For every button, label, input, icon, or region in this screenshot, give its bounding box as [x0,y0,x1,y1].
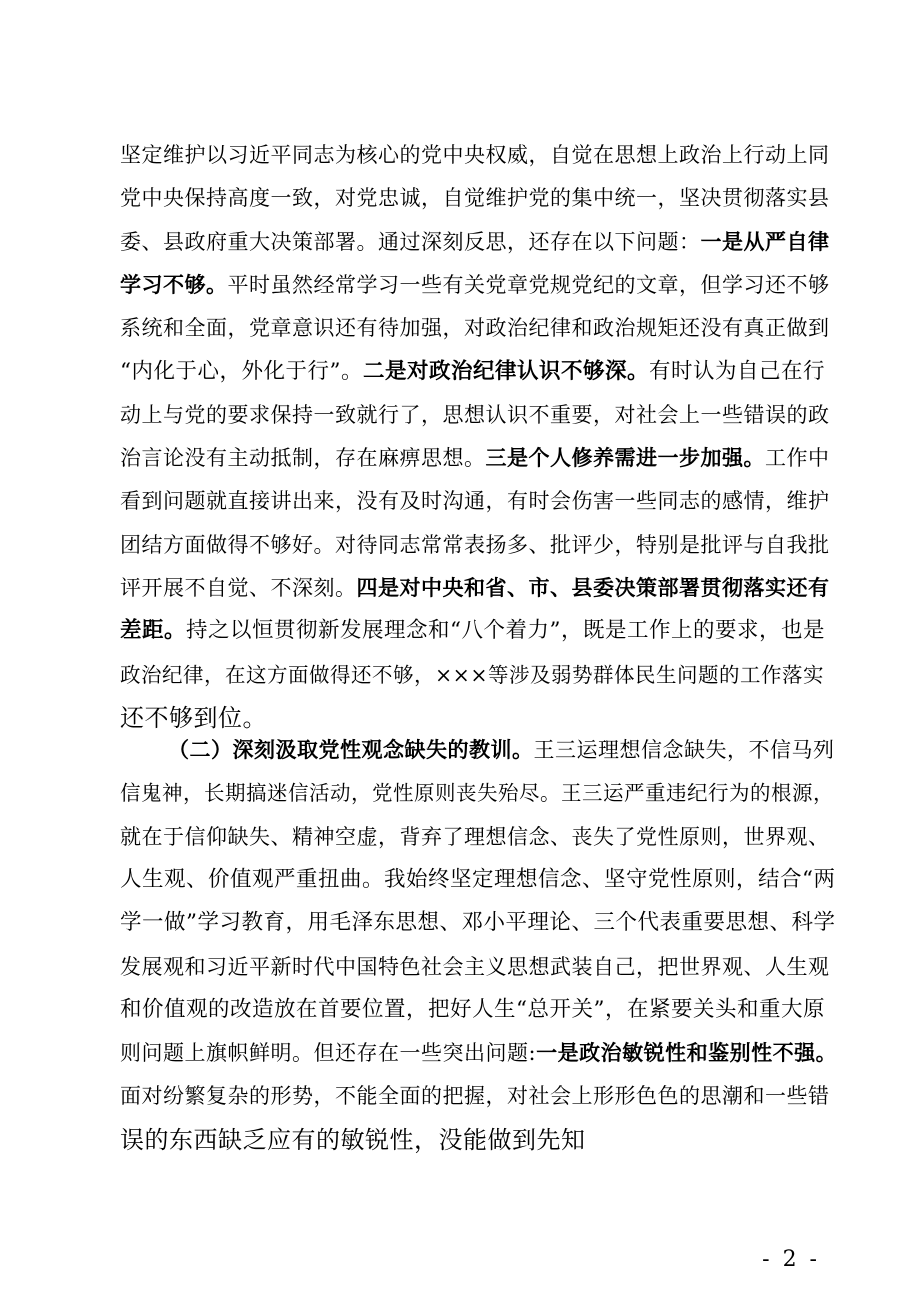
text-segment: 误的东西缺乏应有的敏锐性，没能做到先知 [120,1125,586,1154]
text-segment: 则问题上旗帜鲜明。但还存在一些突出问题: [120,1041,537,1066]
bold-text-segment: 学习不够。 [120,271,228,297]
text-line [120,270,830,300]
text-line [120,530,830,560]
bold-text-segment: 一是政治敏锐性和鉴别性不强。 [536,1040,838,1066]
text-line [120,703,267,733]
text-segment: 党中央保持高度一致，对党忠诚，自觉维护党的集中统一，坚决贯彻落实县 [120,186,830,211]
bold-text-segment: 二是对政治纪律认识不够深。 [362,358,649,384]
text-line [120,1038,837,1068]
text-segment: 评开展不自觉、不深刻。 [120,576,357,600]
text-segment: 平时虽然经常学习一些有关党章党规党纪的文章，但学习还不够 [227,272,830,297]
bold-text-segment: （二）深刻汲取党性观念缺失的教训。 [168,737,534,762]
text-line [120,357,825,387]
text-segment: 政治纪律，在这方面做得还不够，×××等涉及弱势群体民生问题的工作落实 [120,662,825,687]
text-line [120,227,830,257]
text-segment: 学一做”学习教育，用毛泽东思想、邓小平理论、三个代表重要思想、科学 [120,910,836,936]
text-line [120,952,830,982]
text-line [120,822,830,852]
text-line [120,1081,830,1111]
text-segment: “内化于心，外化于行”。 [120,358,363,384]
text-segment: 王三运理想信念缺失，不信马列 [533,738,835,762]
text-segment: 就在于信仰缺失、精神空虚，背弃了理想信念、丧失了党性原则，世界观、 [120,824,830,849]
bold-text-segment: 一是从严自律 [700,228,830,254]
text-line [120,908,836,938]
text-segment: 看到问题就直接讲出来，没有及时沟通，有时会伤害一些同志的感情，维护 [120,489,830,514]
text-segment: 人生观、价值观严重扭曲。我始终坚定理想信念、坚守党性原则，结合“两 [120,866,836,892]
text-segment: 有时认为自己在行 [649,358,826,384]
text-segment: 工作中 [765,446,830,471]
text-segment: 持之以恒贯彻新发展理念和“八个着力”，既是工作上的要求，也是 [186,618,826,644]
text-line [120,778,834,808]
text-segment: 还不够到位。 [120,703,267,732]
text-segment: 坚定维护以习近平同志为核心的党中央权威，自觉在思想上政治上行动上同 [120,143,830,167]
text-line [120,573,830,603]
text-segment: 发展观和习近平新时代中国特色社会主义思想武装自己，把世界观、人生观 [120,954,830,979]
text-line [120,486,830,516]
bold-text-segment: 三是个人修养需进一步加强。 [485,445,765,471]
text-segment: 治言论没有主动抵制，存在麻痹思想。 [120,446,486,471]
text-segment: 面对纷繁复杂的形势，不能全面的把握，对社会上形形色色的思潮和一些错 [120,1084,830,1109]
text-line [120,660,824,690]
bold-text-segment: 差距。 [120,618,187,644]
text-segment: 信鬼神，长期搞迷信活动，党性原则丧失殆尽。王三运严重违纪行为的根源， [120,781,834,806]
bold-text-segment: 四是对中央和省、市、县委决策部署贯彻落实还有 [356,575,830,600]
text-segment: 和价值观的改造放在首要位置，把好人生“总开关”，在紧要关头和重大原 [120,996,825,1022]
text-line [120,865,836,895]
text-line [120,443,830,473]
text-segment: 系统和全面，党章意识还有待加强，对政治纪律和政治规矩还没有真正做到 [120,316,830,341]
text-line [120,313,830,343]
text-line [120,1125,586,1155]
text-segment: 动上与党的要求保持一致就行了，思想认识不重要，对社会上一些错误的政 [120,402,830,427]
text-segment: 委、县政府重大决策部署。通过深刻反思，还存在以下问题： [120,229,701,254]
text-line [120,616,825,646]
text-line [120,995,825,1025]
text-segment: 团结方面做得不够好。对待同志常常表扬多、批评少，特别是批评与自我批 [120,532,830,557]
text-line [120,140,830,170]
text-line [168,735,835,765]
page-number: - 2 - [762,1247,820,1272]
text-line [120,400,830,430]
text-line [120,183,830,213]
